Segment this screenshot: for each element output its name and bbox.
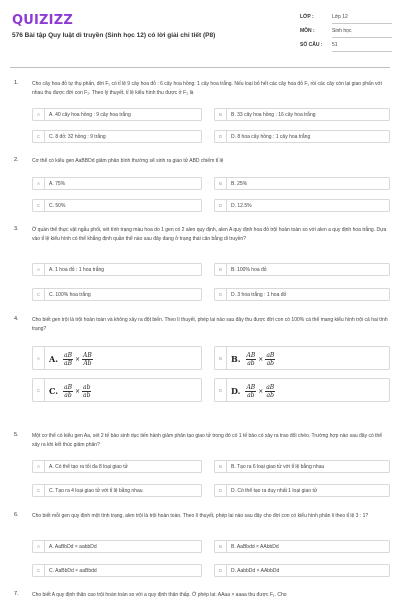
option-letter: C xyxy=(33,379,45,402)
meta-row-count xyxy=(300,42,392,52)
option-letter: A xyxy=(33,178,45,190)
question-number: 3. xyxy=(14,226,19,232)
fraction xyxy=(246,352,257,367)
option-text: D. AabbDd × AAbbDd xyxy=(231,568,280,574)
option-label: D. xyxy=(231,385,241,396)
meta-value: Lớp 12 xyxy=(332,14,348,20)
fraction xyxy=(82,384,91,399)
option-b[interactable] xyxy=(214,108,390,121)
cross-formula xyxy=(49,347,94,370)
option-text: A. 75% xyxy=(49,181,66,187)
document-title: 576 Bài tập Quy luật di truyền (Sinh học 12) có lời giải chi tiết (P8) xyxy=(12,32,216,39)
option-b[interactable] xyxy=(214,177,390,190)
fraction xyxy=(82,352,93,367)
denominator: aB xyxy=(64,359,72,367)
option-c[interactable] xyxy=(32,130,202,143)
question-text: Cho biết mỗi gen quy định một tính trạng, alen trội là trội hoàn toàn. Theo lí thuyết, phép lai nào sau đây cho đời con có kiểu hình phân li theo tỉ lệ 3 : 1? xyxy=(32,513,369,519)
option-a[interactable] xyxy=(32,460,202,473)
option-a[interactable] xyxy=(32,177,202,190)
times-sign: × xyxy=(75,387,81,395)
cross-formula xyxy=(231,379,276,402)
fraction xyxy=(265,384,275,399)
option-letter: A xyxy=(33,347,45,370)
option-b[interactable] xyxy=(214,346,390,370)
question-number: 4. xyxy=(14,316,19,322)
option-letter: A xyxy=(33,461,45,473)
meta-label: MÔN : xyxy=(300,28,315,34)
numerator: aB xyxy=(266,383,275,391)
numerator: aB xyxy=(64,383,73,391)
option-a[interactable] xyxy=(32,540,202,553)
meta-value: Sinh học xyxy=(332,28,352,34)
question-text: Một cơ thể có kiểu gen Aa, xét 2 tế bào sinh dục tiến hành giảm phân tạo giao tử trong đó có 1 tế bào có xảy ra trao đổi chéo. Trường hợp nào sau đây có thể xảy ra khi kết thúc giảm phân? xyxy=(32,433,383,448)
option-c[interactable] xyxy=(32,378,202,402)
option-b[interactable] xyxy=(214,460,390,473)
option-letter: A xyxy=(33,541,45,553)
option-a[interactable] xyxy=(32,346,202,370)
cross-formula xyxy=(231,347,276,370)
option-b[interactable] xyxy=(214,540,390,553)
denominator: Ab xyxy=(83,359,92,367)
option-letter: B xyxy=(215,347,227,370)
option-text: A. 40 cây hoa hồng : 9 cây hoa trắng xyxy=(49,112,131,118)
question-number: 5. xyxy=(14,432,19,438)
meta-row-class xyxy=(300,14,392,24)
option-text: B. 100% hoa đỏ xyxy=(231,267,267,273)
option-b[interactable] xyxy=(214,263,390,276)
option-d[interactable] xyxy=(214,288,390,301)
denominator: ab xyxy=(266,359,275,367)
option-d[interactable] xyxy=(214,378,390,402)
option-letter: C xyxy=(33,131,45,143)
fraction xyxy=(245,384,256,399)
option-letter: B xyxy=(215,264,227,276)
meta-underline xyxy=(332,37,392,38)
meta-value: 51 xyxy=(332,42,338,48)
option-text: D. 3 hoa trắng : 1 hoa đỏ xyxy=(231,292,287,298)
option-label: C. xyxy=(49,385,59,396)
denominator: ab xyxy=(266,391,274,399)
option-letter: D xyxy=(215,131,227,143)
option-letter: B xyxy=(215,109,227,121)
option-letter: C xyxy=(33,289,45,301)
question-number: 6. xyxy=(14,512,19,518)
denominator: ab xyxy=(64,391,72,399)
denominator: ab xyxy=(83,391,91,399)
question-number: 2. xyxy=(14,157,19,163)
question-number: 1. xyxy=(14,80,19,86)
question-text: Cho biết gen trội là trội hoàn toàn và không xảy ra đột biến. Theo lí thuyết, phép lai nào sau đây thu được đời con có 100% cá thể mang kiểu hình trội cả hai tính trạng? xyxy=(32,317,388,332)
option-a[interactable] xyxy=(32,108,202,121)
option-letter: D xyxy=(215,379,227,402)
option-c[interactable] xyxy=(32,288,202,301)
option-letter: D xyxy=(215,200,227,212)
numerator: ab xyxy=(83,383,91,391)
meta-underline xyxy=(332,23,392,24)
page-header xyxy=(0,0,400,62)
question-text: Cho biết A quy định thân cao trội hoàn toàn so với a quy định thân thấp. Ở phép lai: AAaa × aaaa thu được F₁. Cho xyxy=(32,592,287,598)
header-divider xyxy=(10,67,390,68)
option-a[interactable] xyxy=(32,263,202,276)
times-sign: × xyxy=(258,387,264,395)
numerator: AB xyxy=(83,351,92,359)
option-letter: D xyxy=(215,289,227,301)
denominator: ab xyxy=(247,391,255,399)
option-text: C. Tạo ra 4 loại giao tử với tỉ lệ bằng nhau xyxy=(49,488,143,494)
option-letter: B xyxy=(215,178,227,190)
numerator: AB xyxy=(246,383,256,391)
option-letter: A xyxy=(33,109,45,121)
option-label: A. xyxy=(49,353,58,364)
option-text: D. Có thể tạo ra duy nhất 1 loại giao tử xyxy=(231,488,318,494)
fraction xyxy=(63,384,73,399)
option-text: C. 8 đỏ: 32 hồng : 9 trắng xyxy=(49,134,106,140)
meta-label: LỚP : xyxy=(300,14,314,20)
option-letter: C xyxy=(33,565,45,577)
meta-underline xyxy=(332,51,392,52)
option-text: C. 50% xyxy=(49,203,66,209)
option-text: B. 33 cây hoa hồng : 16 cây hoa trắng xyxy=(231,112,316,118)
fraction xyxy=(63,352,73,367)
option-d[interactable] xyxy=(214,130,390,143)
numerator: aB xyxy=(266,351,275,359)
question-text: Ở quần thể thực vật ngẫu phối, xét tính trạng màu hoa do 1 gen có 2 alen quy định, alen A quy định hoa đỏ trội hoàn toàn so với alen a quy định hoa trắng. Dựa vào tỉ lệ kiểu hình có thể khẳng định quần thể nào sau đây đang ở trạng thái cân bằng di truyền? xyxy=(32,227,387,242)
option-c[interactable] xyxy=(32,484,202,497)
option-text: B. 25% xyxy=(231,181,248,187)
question-text: Cho cây hoa đỏ tự thụ phấn, đời F₁ có tỉ lệ 9 cây hoa đỏ : 6 cây hoa hồng: 1 cây hoa trắng. Nếu loại bỏ hết các cây hoa đỏ F₁ rồi các cây còn lại giao phấn với nhau thu được đời con F₂. Theo lý thuyết, tỉ lệ kiểu hình thu được ở F₂ là xyxy=(32,81,382,96)
option-d[interactable] xyxy=(214,199,390,212)
meta-label: SỐ CÂU : xyxy=(300,42,323,48)
option-letter: B xyxy=(215,461,227,473)
times-sign: × xyxy=(75,355,81,363)
option-text: C. 100% hoa trắng xyxy=(49,292,91,298)
question-number: 7. xyxy=(14,591,19,597)
option-text: A. 1 hoa đỏ : 1 hoa trắng xyxy=(49,267,105,273)
option-d[interactable] xyxy=(214,564,390,577)
option-letter: D xyxy=(215,565,227,577)
question-text: Cơ thể có kiểu gen AaBBDd giảm phân bình thường sẽ sinh ra giao tử ABD chiếm tỉ lệ xyxy=(32,158,224,164)
option-text: A. AaBbDd × aabbDd xyxy=(49,544,97,550)
option-letter: C xyxy=(33,485,45,497)
option-d[interactable] xyxy=(214,484,390,497)
quizizz-logo: QUIZIZZ xyxy=(12,13,73,28)
option-text: A. Có thể tạo ra tối đa 8 loại giao tử xyxy=(49,464,128,470)
numerator: aB xyxy=(64,351,72,359)
option-letter: C xyxy=(33,200,45,212)
meta-row-subject xyxy=(300,28,392,38)
fraction xyxy=(265,352,275,367)
option-label: B. xyxy=(231,353,241,364)
numerator: AB xyxy=(246,351,256,359)
cross-formula xyxy=(49,379,92,402)
option-text: D. 8 hoa cây hồng : 1 cây hoa trắng xyxy=(231,134,311,140)
option-letter: B xyxy=(215,541,227,553)
option-letter: D xyxy=(215,485,227,497)
option-text: B. AaBbdd × AAbbDd xyxy=(231,544,279,550)
option-c[interactable] xyxy=(32,564,202,577)
option-c[interactable] xyxy=(32,199,202,212)
option-text: D. 12.5% xyxy=(231,203,252,209)
option-text: C. AaBbDd × aaBbdd xyxy=(49,568,97,574)
option-letter: A xyxy=(33,264,45,276)
denominator: ab xyxy=(247,359,255,367)
times-sign: × xyxy=(258,355,264,363)
option-text: B. Tạo ra 6 loại giao tử với tỉ lệ bằng nhau xyxy=(231,464,325,470)
